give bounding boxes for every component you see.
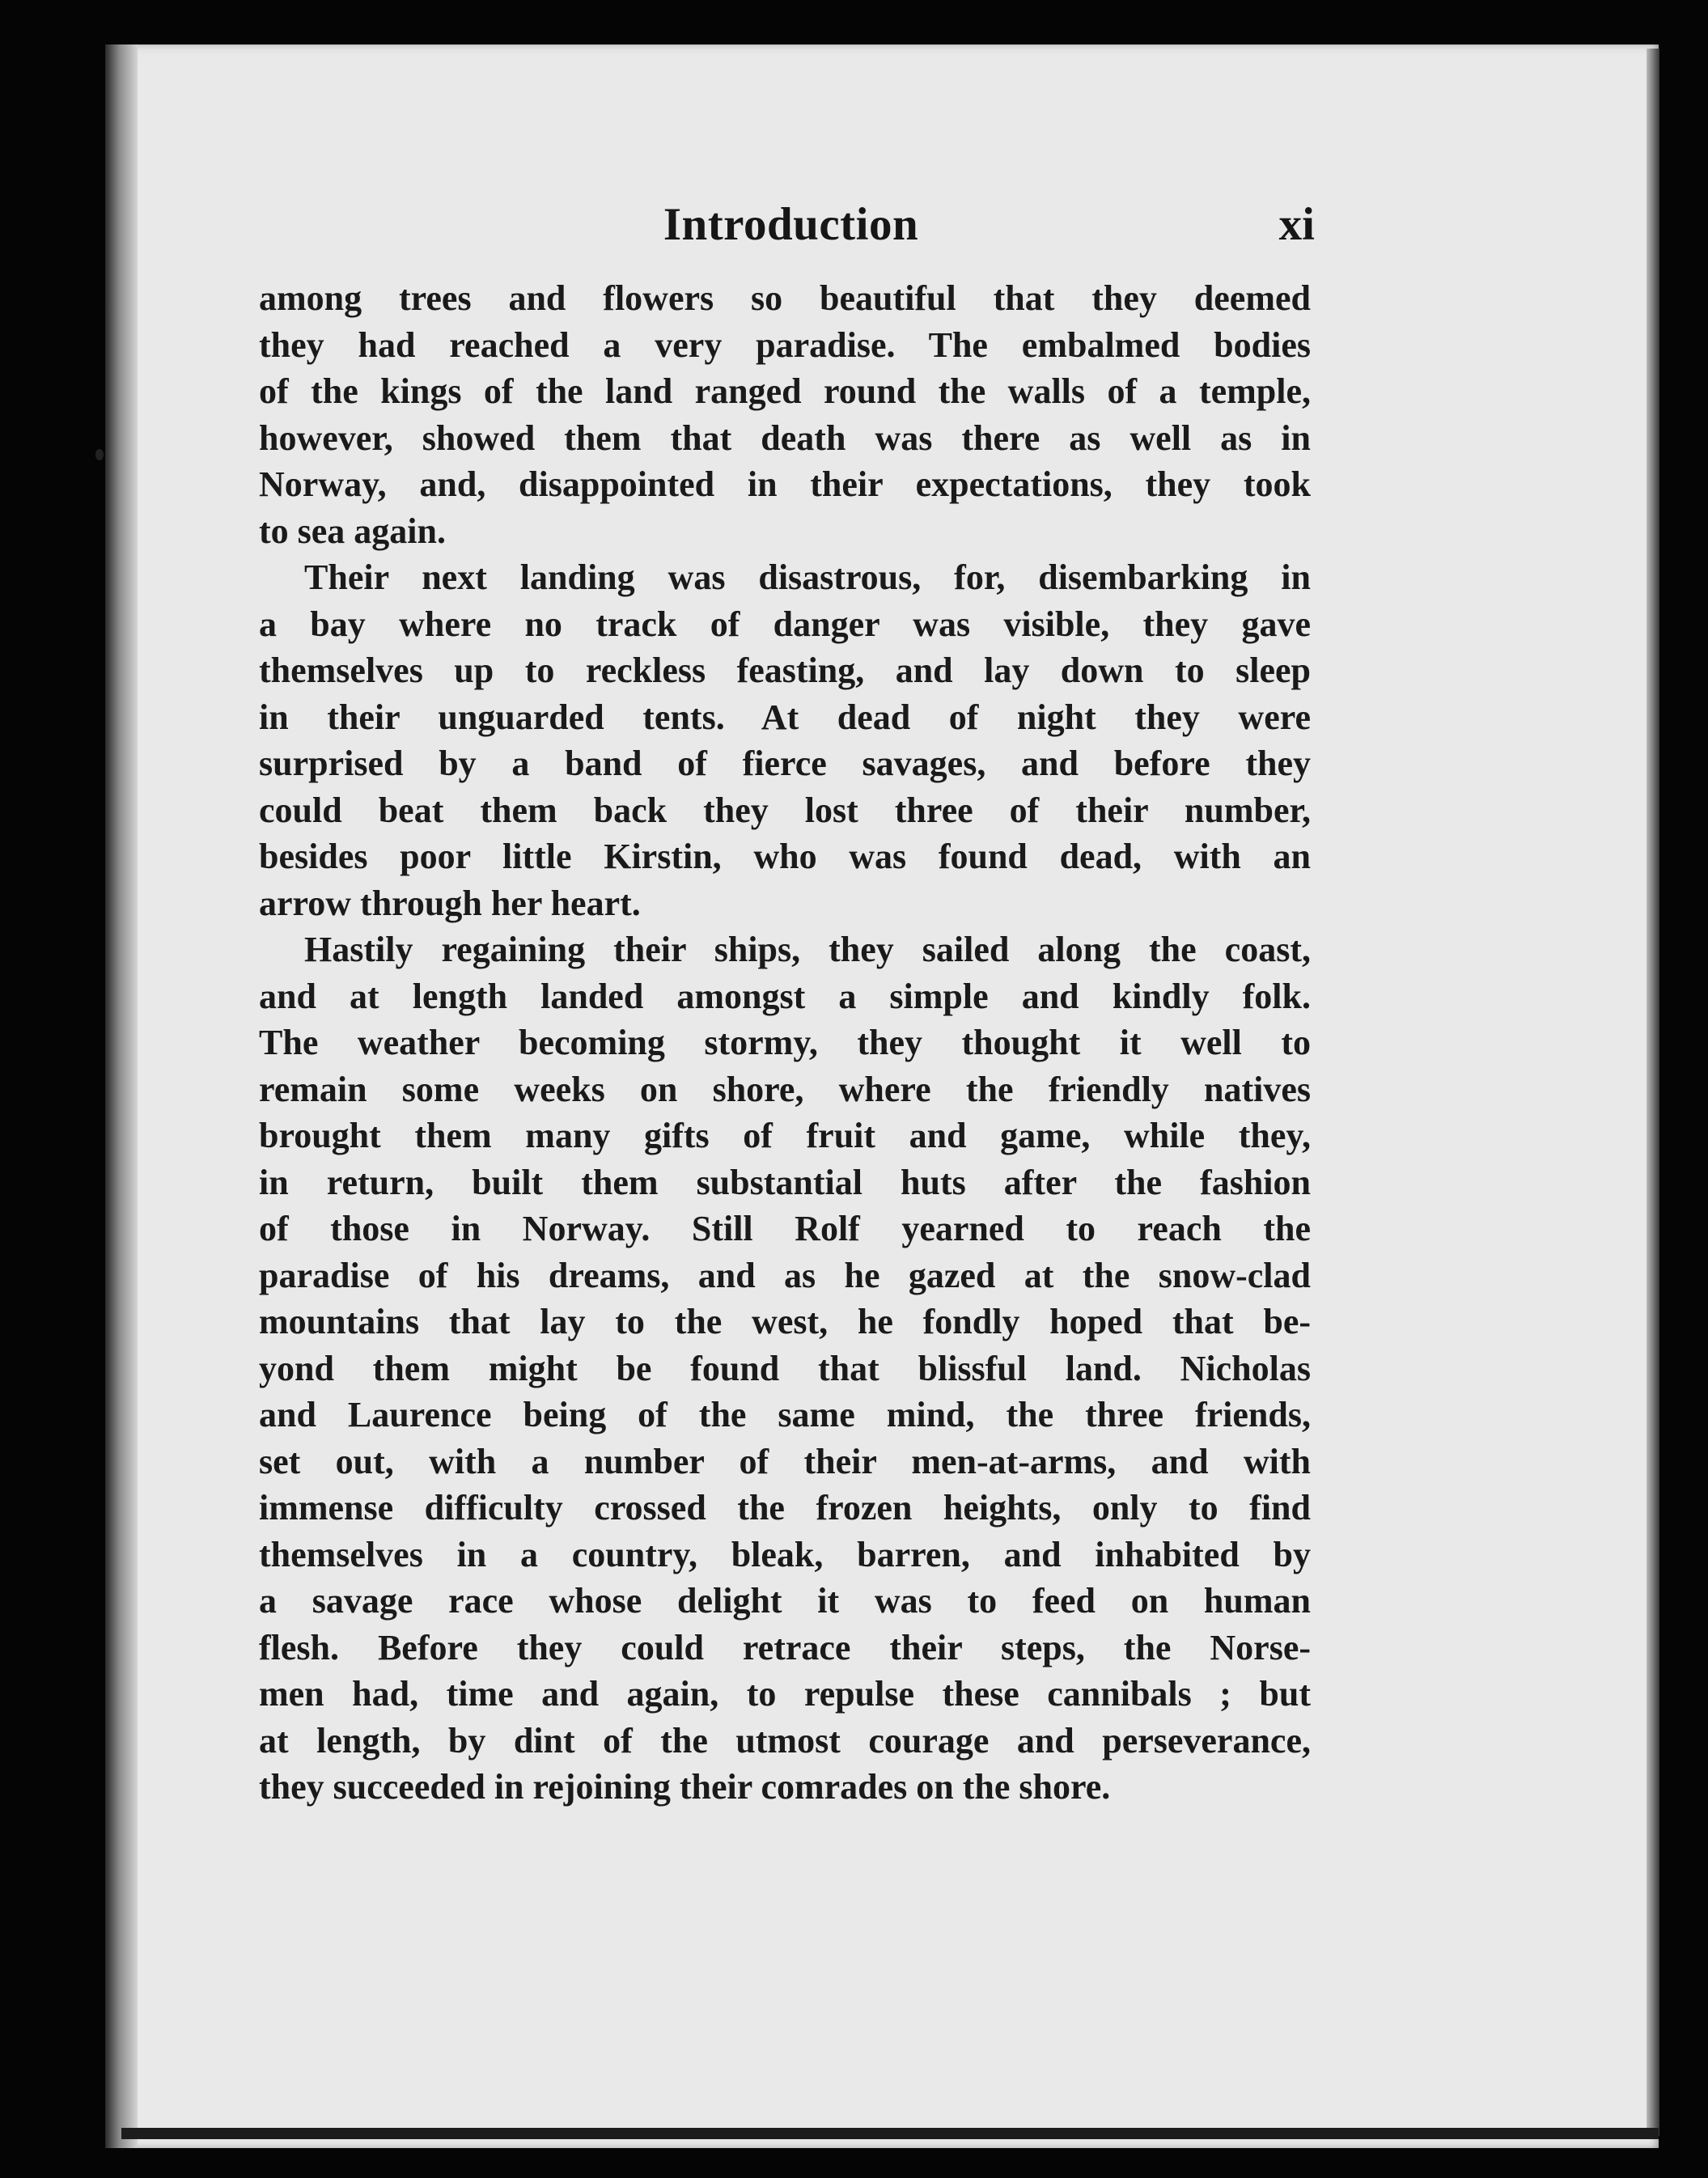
running-head <box>267 198 1315 263</box>
text-line: however, showed them that death was there as well as in <box>259 417 1311 458</box>
text-line: besides poor little Kirstin, who was found dead, with an <box>259 837 1311 876</box>
text-line: in their unguarded tents. At dead of night they were <box>259 697 1311 737</box>
page-right-edge <box>1647 49 1659 2136</box>
text-line: a savage race whose delight it was to feed on human <box>259 1581 1311 1621</box>
text-line: of the kings of the land ranged round the walls of a temple, <box>259 371 1311 411</box>
text-line: in return, built them substantial huts after the fashion <box>259 1162 1311 1202</box>
paragraph <box>259 275 1311 554</box>
text-line: they had reached a very paradise. The embalmed bodies <box>259 324 1311 365</box>
page-gutter <box>105 44 138 2148</box>
paragraph <box>259 554 1311 926</box>
text-line: The weather becoming stormy, they thought it well to <box>259 1023 1311 1062</box>
body-text <box>259 275 1311 1811</box>
text-line: themselves in a country, bleak, barren, and inhabited by <box>259 1534 1311 1574</box>
text-line: of those in Norway. Still Rolf yearned to reach the <box>259 1209 1311 1248</box>
text-line: surprised by a band of fierce savages, and before they <box>259 744 1311 783</box>
running-title: Introduction <box>663 199 919 250</box>
page-bottom-edge <box>121 2128 1659 2139</box>
text-line: men had, time and again, to repulse these cannibals ; but <box>259 1674 1311 1714</box>
text-line: to sea again. <box>259 511 446 551</box>
text-line: Their next landing was disastrous, for, disembarking in <box>304 557 1311 597</box>
text-line: at length, by dint of the utmost courage and perseverance, <box>259 1720 1311 1761</box>
text-line: among trees and flowers so beautiful that they deemed <box>259 278 1311 318</box>
text-line: themselves up to reckless feasting, and lay down to sleep <box>259 650 1311 690</box>
text-line: and Laurence being of the same mind, the three friends, <box>259 1395 1311 1434</box>
text-line: they succeeded in rejoining their comrades on the shore. <box>259 1767 1111 1807</box>
text-line: arrow through her heart. <box>259 883 641 923</box>
text-line: remain some weeks on shore, where the friendly natives <box>259 1069 1311 1109</box>
text-line: paradise of his dreams, and as he gazed at the snow-clad <box>259 1255 1311 1295</box>
text-line: immense difficulty crossed the frozen heights, only to find <box>259 1488 1311 1528</box>
page-number: xi <box>1278 199 1315 250</box>
text-line: yond them might be found that blissful land. Nicholas <box>259 1348 1311 1388</box>
text-line: mountains that lay to the west, he fondly hoped that be- <box>259 1302 1311 1341</box>
text-line: flesh. Before they could retrace their steps, the Norse- <box>259 1627 1311 1667</box>
paragraph <box>259 926 1311 1811</box>
text-line: Norway, and, disappointed in their expectations, they took <box>259 464 1311 504</box>
margin-speck <box>95 449 104 460</box>
text-line: brought them many gifts of fruit and game, while they, <box>259 1116 1311 1155</box>
text-line: could beat them back they lost three of their number, <box>259 790 1311 830</box>
text-line: set out, with a number of their men-at-arms, and with <box>259 1441 1311 1481</box>
text-line: and at length landed amongst a simple and kindly folk. <box>259 976 1311 1016</box>
text-line: Hastily regaining their ships, they sailed along the coast, <box>304 930 1311 969</box>
text-line: a bay where no track of danger was visible, they gave <box>259 604 1311 644</box>
